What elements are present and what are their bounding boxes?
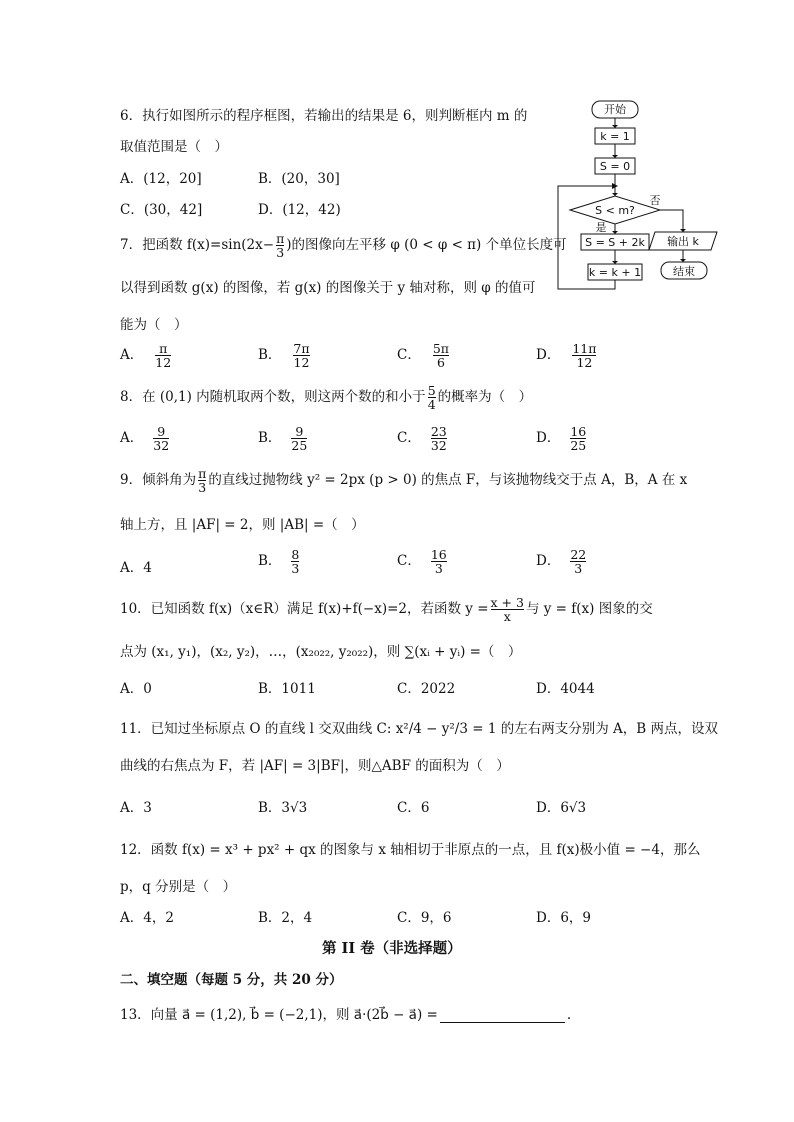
q6-option-d: D．(12，42): [258, 202, 341, 218]
q6-option-a: A．(12，20]: [120, 171, 202, 187]
q11-option-b: B．3√3: [258, 800, 308, 816]
q10-line2: 点为 (x₁, y₁)，(x₂, y₂)，…，(x₂₀₂₂, y₂₀₂₂)，则 ∑(xᵢ + yᵢ) =（ ）: [120, 644, 522, 660]
q9-d-num: 22: [570, 547, 587, 562]
q7-a-den: 12: [155, 355, 172, 370]
q9-line2: 轴上方，且 |AF| = 2，则 |AB| =（ ）: [120, 517, 365, 533]
q11-option-c: C．6: [397, 800, 430, 816]
q9-b-frac: [291, 548, 299, 575]
flowchart-start-text: 开始: [604, 103, 626, 116]
q12-line2: p，q 分别是（ ）: [120, 879, 237, 895]
q8-a-den: 32: [153, 438, 170, 453]
q11-option-a: A．3: [120, 800, 152, 816]
q10-frac: [491, 596, 524, 623]
program-flowchart: [555, 96, 725, 296]
q8-d-num: 16: [570, 424, 587, 439]
q7-b-label: B．: [258, 347, 282, 363]
q9-option-b: [258, 548, 301, 575]
q13-post: .: [566, 1007, 572, 1023]
q9-d-den: 3: [574, 561, 583, 576]
q8-b-label: B．: [258, 430, 282, 446]
q10-line1: [120, 596, 653, 623]
q7-option-a: [120, 342, 173, 369]
q7-post: )的图像向左平移 φ (0 < φ < π) 个单位长度可: [286, 237, 567, 253]
q12-option-d: D．6，9: [536, 910, 592, 926]
q7-line2: 以得到函数 g(x) 的图像，若 g(x) 的图像关于 y 轴对称，则 φ 的值可: [120, 280, 536, 296]
q8-option-d: [536, 425, 588, 452]
q9-post: 的直线过抛物线 y² = 2px (p > 0) 的焦点 F，与该抛物线交于点 A，B，A 在 x: [208, 472, 688, 488]
q11-option-d: D．6√3: [536, 800, 587, 816]
q8-line1: [120, 384, 532, 411]
fill-blank-section-title: 二、填空题（每题 5 分，共 20 分）: [120, 972, 343, 988]
q9-d-label: D．: [536, 553, 561, 569]
q8-den: 4: [427, 397, 436, 412]
flowchart-cond-text: S < m?: [595, 204, 635, 217]
q8-a-frac: [153, 425, 169, 452]
q7-c-den: 6: [436, 355, 445, 370]
q9-option-a: A．4: [120, 560, 152, 576]
q12-option-b: B．2，4: [258, 910, 313, 926]
q8-a-num: 9: [157, 424, 166, 439]
q7-b-den: 12: [293, 355, 310, 370]
q10-num: x + 3: [490, 595, 524, 610]
q9-pre: 9．倾斜角为: [120, 472, 197, 488]
q6-option-c: C．(30，42]: [120, 202, 203, 218]
q7-b-num: 7π: [293, 341, 310, 356]
q8-option-b: [258, 425, 309, 452]
flowchart-yes-label: 是: [595, 221, 607, 234]
q13-line: [120, 1003, 571, 1023]
q10-option-d: D．4044: [536, 681, 595, 697]
q8-d-label: D．: [536, 430, 561, 446]
q12-line1: 12．函数 f(x) = x³ + px² + qx 的图象与 x 轴相切于非原点的一点，且 f(x)极小值 = −4，那么: [120, 842, 701, 858]
q7-a-num: π: [159, 341, 168, 356]
section-title: 第 II 卷（非选择题）: [322, 940, 462, 957]
q8-frac: [428, 384, 436, 411]
flowchart-s-init-text: S = 0: [599, 160, 631, 173]
q8-post: 的概率为（ ）: [437, 389, 533, 405]
q6-option-b: B．(20，30]: [258, 171, 340, 187]
q6-line2: 取值范围是（ ）: [120, 139, 228, 155]
q9-option-c: [397, 548, 449, 575]
q7-c-frac: [433, 342, 449, 369]
q13-pre: 13．向量 a⃗ = (1,2), b⃗ = (−2,1)，则 a⃗·(2b⃗ − a⃗) =: [120, 1007, 438, 1023]
q7-frac-num: π: [276, 231, 285, 246]
q9-b-den: 3: [291, 561, 300, 576]
q10-option-b: B．1011: [258, 681, 316, 697]
q8-a-label: A．: [120, 430, 144, 446]
q8-num: 5: [427, 383, 436, 398]
q8-b-num: 9: [295, 424, 304, 439]
q9-c-frac: [431, 548, 447, 575]
flowchart-end-text: 结束: [673, 265, 695, 278]
q7-b-frac: [293, 342, 309, 369]
q8-d-den: 25: [570, 438, 587, 453]
q7-option-b: [258, 342, 312, 369]
q9-num: π: [198, 466, 207, 481]
q7-pi-over-3: [276, 232, 284, 259]
flowchart-k-init-text: k = 1: [600, 130, 630, 143]
q7-c-num: 5π: [432, 341, 450, 356]
q7-pre: 7．把函数 f(x)=sin(2x−: [120, 237, 275, 253]
flowchart-no-label: 否: [649, 194, 661, 207]
q9-option-d: [536, 548, 588, 575]
q8-option-a: [120, 425, 171, 452]
q7-line1: [120, 232, 567, 259]
q7-d-den: 12: [576, 355, 593, 370]
q9-frac: [198, 467, 206, 494]
q8-pre: 8．在 (0,1) 内随机取两个数，则这两个数的和小于: [120, 389, 426, 405]
q10-option-c: C．2022: [397, 681, 456, 697]
q7-d-frac: [572, 342, 596, 369]
flowchart-s-update-text: S = S + 2k: [585, 236, 645, 249]
q8-d-frac: [570, 425, 586, 452]
q7-d-num: 11π: [572, 341, 597, 356]
q10-den: x: [503, 609, 511, 624]
q9-den: 3: [198, 480, 207, 495]
q8-b-frac: [291, 425, 307, 452]
q8-c-num: 23: [430, 424, 447, 439]
q9-c-num: 16: [430, 547, 447, 562]
q10-option-a: A．0: [120, 681, 152, 697]
q12-option-c: C．9，6: [397, 910, 452, 926]
q7-c-label: C．: [397, 347, 421, 363]
q7-a-frac: [155, 342, 171, 369]
flowchart-k-update-text: k = k + 1: [588, 266, 642, 279]
q9-c-den: 3: [434, 561, 443, 576]
q9-b-label: B．: [258, 553, 282, 569]
q7-option-d: [536, 342, 598, 369]
q7-a-label: A．: [120, 347, 144, 363]
q12-option-a: A．4，2: [120, 910, 174, 926]
q10-pre: 10．已知函数 f(x)（x∈R）满足 f(x)+f(−x)=2，若函数 y =: [120, 601, 489, 617]
q11-line2: 曲线的右焦点为 F，若 |AF| = 3|BF|，则△ABF 的面积为（ ）: [120, 758, 510, 774]
q11-line1: 11．已知过坐标原点 O 的直线 l 交双曲线 C: x²/4 − y²/3 = 1 的左右两支分别为 A，B 两点，设双: [120, 721, 718, 737]
q8-c-frac: [431, 425, 447, 452]
flowchart-output-text: 输出 k: [667, 235, 699, 248]
q9-line1: [120, 467, 687, 494]
q9-d-frac: [570, 548, 586, 575]
q7-option-c: [397, 342, 451, 369]
q7-frac-den: 3: [276, 245, 285, 260]
q9-c-label: C．: [397, 553, 421, 569]
q6-line1: 6．执行如图所示的程序框图，若输出的结果是 6，则判断框内 m 的: [120, 108, 528, 124]
q13-answer-blank[interactable]: [440, 1008, 565, 1023]
q7-line3: 能为（ ）: [120, 317, 188, 333]
q8-c-label: C．: [397, 430, 421, 446]
q8-option-c: [397, 425, 449, 452]
q10-post: 与 y = f(x) 图象的交: [525, 601, 653, 617]
q9-b-num: 8: [291, 547, 300, 562]
q8-b-den: 25: [291, 438, 308, 453]
q7-d-label: D．: [536, 347, 561, 363]
q8-c-den: 32: [430, 438, 447, 453]
